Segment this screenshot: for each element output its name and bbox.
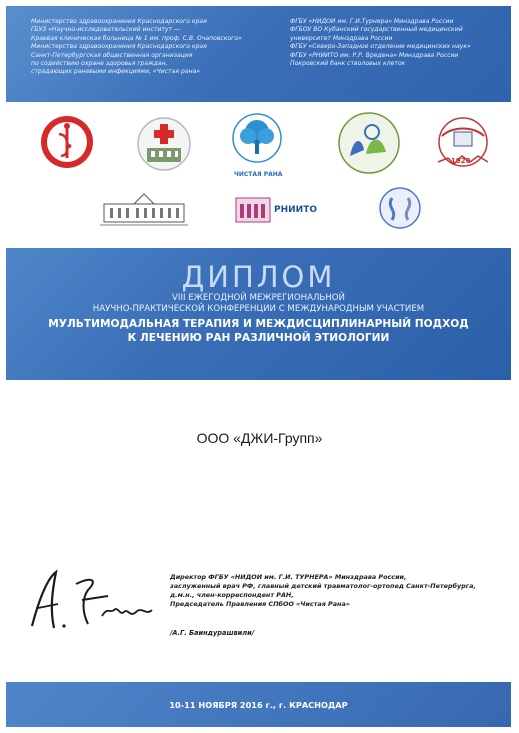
organizers-right <box>290 18 510 68</box>
turner-institute-logo <box>336 108 402 178</box>
organizer-line: Министерства здравоохранения Краснодарского края <box>31 43 207 51</box>
organizers-left <box>31 18 266 77</box>
footer-band <box>6 682 511 727</box>
ministry-health-logo <box>39 114 95 170</box>
rniito-caption: РНИИТО <box>274 205 317 215</box>
organizer-line: ФГБУ «НИДОИ им. Г.И.Турнера» Минздрава России <box>290 18 454 25</box>
handwritten-signature <box>18 566 168 636</box>
signatory-line: заслуженный врач РФ, главный детский травматолог-ортопед Санкт-Петербурга, <box>170 581 476 590</box>
chistaya-rana-caption: ЧИСТАЯ РАНА <box>234 171 283 178</box>
stem-cell-bank-logo <box>378 186 422 230</box>
clean-wound-tree-logo <box>226 112 288 168</box>
organizer-line: Министерство здравоохранения Краснодарского края <box>31 18 207 25</box>
signatory-line: Председатель Правления СПбОО «Чистая Рана» <box>170 599 350 608</box>
organizer-line: по содействию охране здоровья граждан, <box>31 60 168 68</box>
signatory-title <box>170 573 500 609</box>
conference-subtitle-1: VIII ЕЖЕГОДНОЙ МЕЖРЕГИОНАЛЬНОЙ <box>172 293 345 303</box>
organizer-line: университет Минздрава России <box>290 34 393 42</box>
organizer-line: ФГБОУ ВО Кубанский государственный медицинский <box>290 26 463 34</box>
event-date-location: 10-11 НОЯБРЯ 2016 г., г. КРАСНОДАР <box>169 700 348 710</box>
conference-theme-1: МУЛЬТИМОДАЛЬНАЯ ТЕРАПИЯ И МЕЖДИСЦИПЛИНАРНЫЙ ПОДХОД <box>48 318 469 330</box>
recipient-name: ООО «ДЖИ-Групп» <box>196 430 323 446</box>
diploma-title-band <box>6 248 511 380</box>
diploma-title: ДИПЛОМ <box>181 260 336 294</box>
organizer-line: Краевая клиническая больница № 1 им. проф. С.В. Очаповского» <box>31 34 242 42</box>
academy-building-logo <box>98 190 190 230</box>
organizer-line: ФГБУ «РНИИТО им. Р.Р. Вредена» Минздрава России <box>290 51 459 59</box>
top-banner <box>6 6 511 102</box>
conference-theme-2: К ЛЕЧЕНИЮ РАН РАЗЛИЧНОЙ ЭТИОЛОГИИ <box>127 332 390 344</box>
partner-logos <box>6 102 511 248</box>
signatory-line: Директор ФГБУ «НИДОИ им. Г.И. ТУРНЕРА» Минздрава России, <box>170 573 407 581</box>
year-1920-caption: 1920 <box>451 157 471 165</box>
organizer-line: Покровский банк стволовых клеток <box>290 60 406 68</box>
organizer-line: ГБУЗ «Научно-исследовательский институт — <box>31 26 181 34</box>
organizer-line: страдающих раневыми инфекциями, «Чистая рана» <box>31 68 201 76</box>
signatory-line: д.м.н., член-корреспондент РАН, <box>170 590 294 599</box>
regional-hospital-logo <box>135 116 193 172</box>
organizer-line: Санкт-Петербургская общественная организация <box>31 51 193 59</box>
organizer-line: ФГБУ «Северо-Западное отделение медицинских наук» <box>290 43 471 51</box>
conference-subtitle-2: НАУЧНО-ПРАКТИЧЕСКОЙ КОНФЕРЕНЦИИ С МЕЖДУНАРОДНЫМ УЧАСТИЕМ <box>92 304 425 314</box>
signatory-name: /А.Г. Баиндурашвили/ <box>170 629 255 637</box>
